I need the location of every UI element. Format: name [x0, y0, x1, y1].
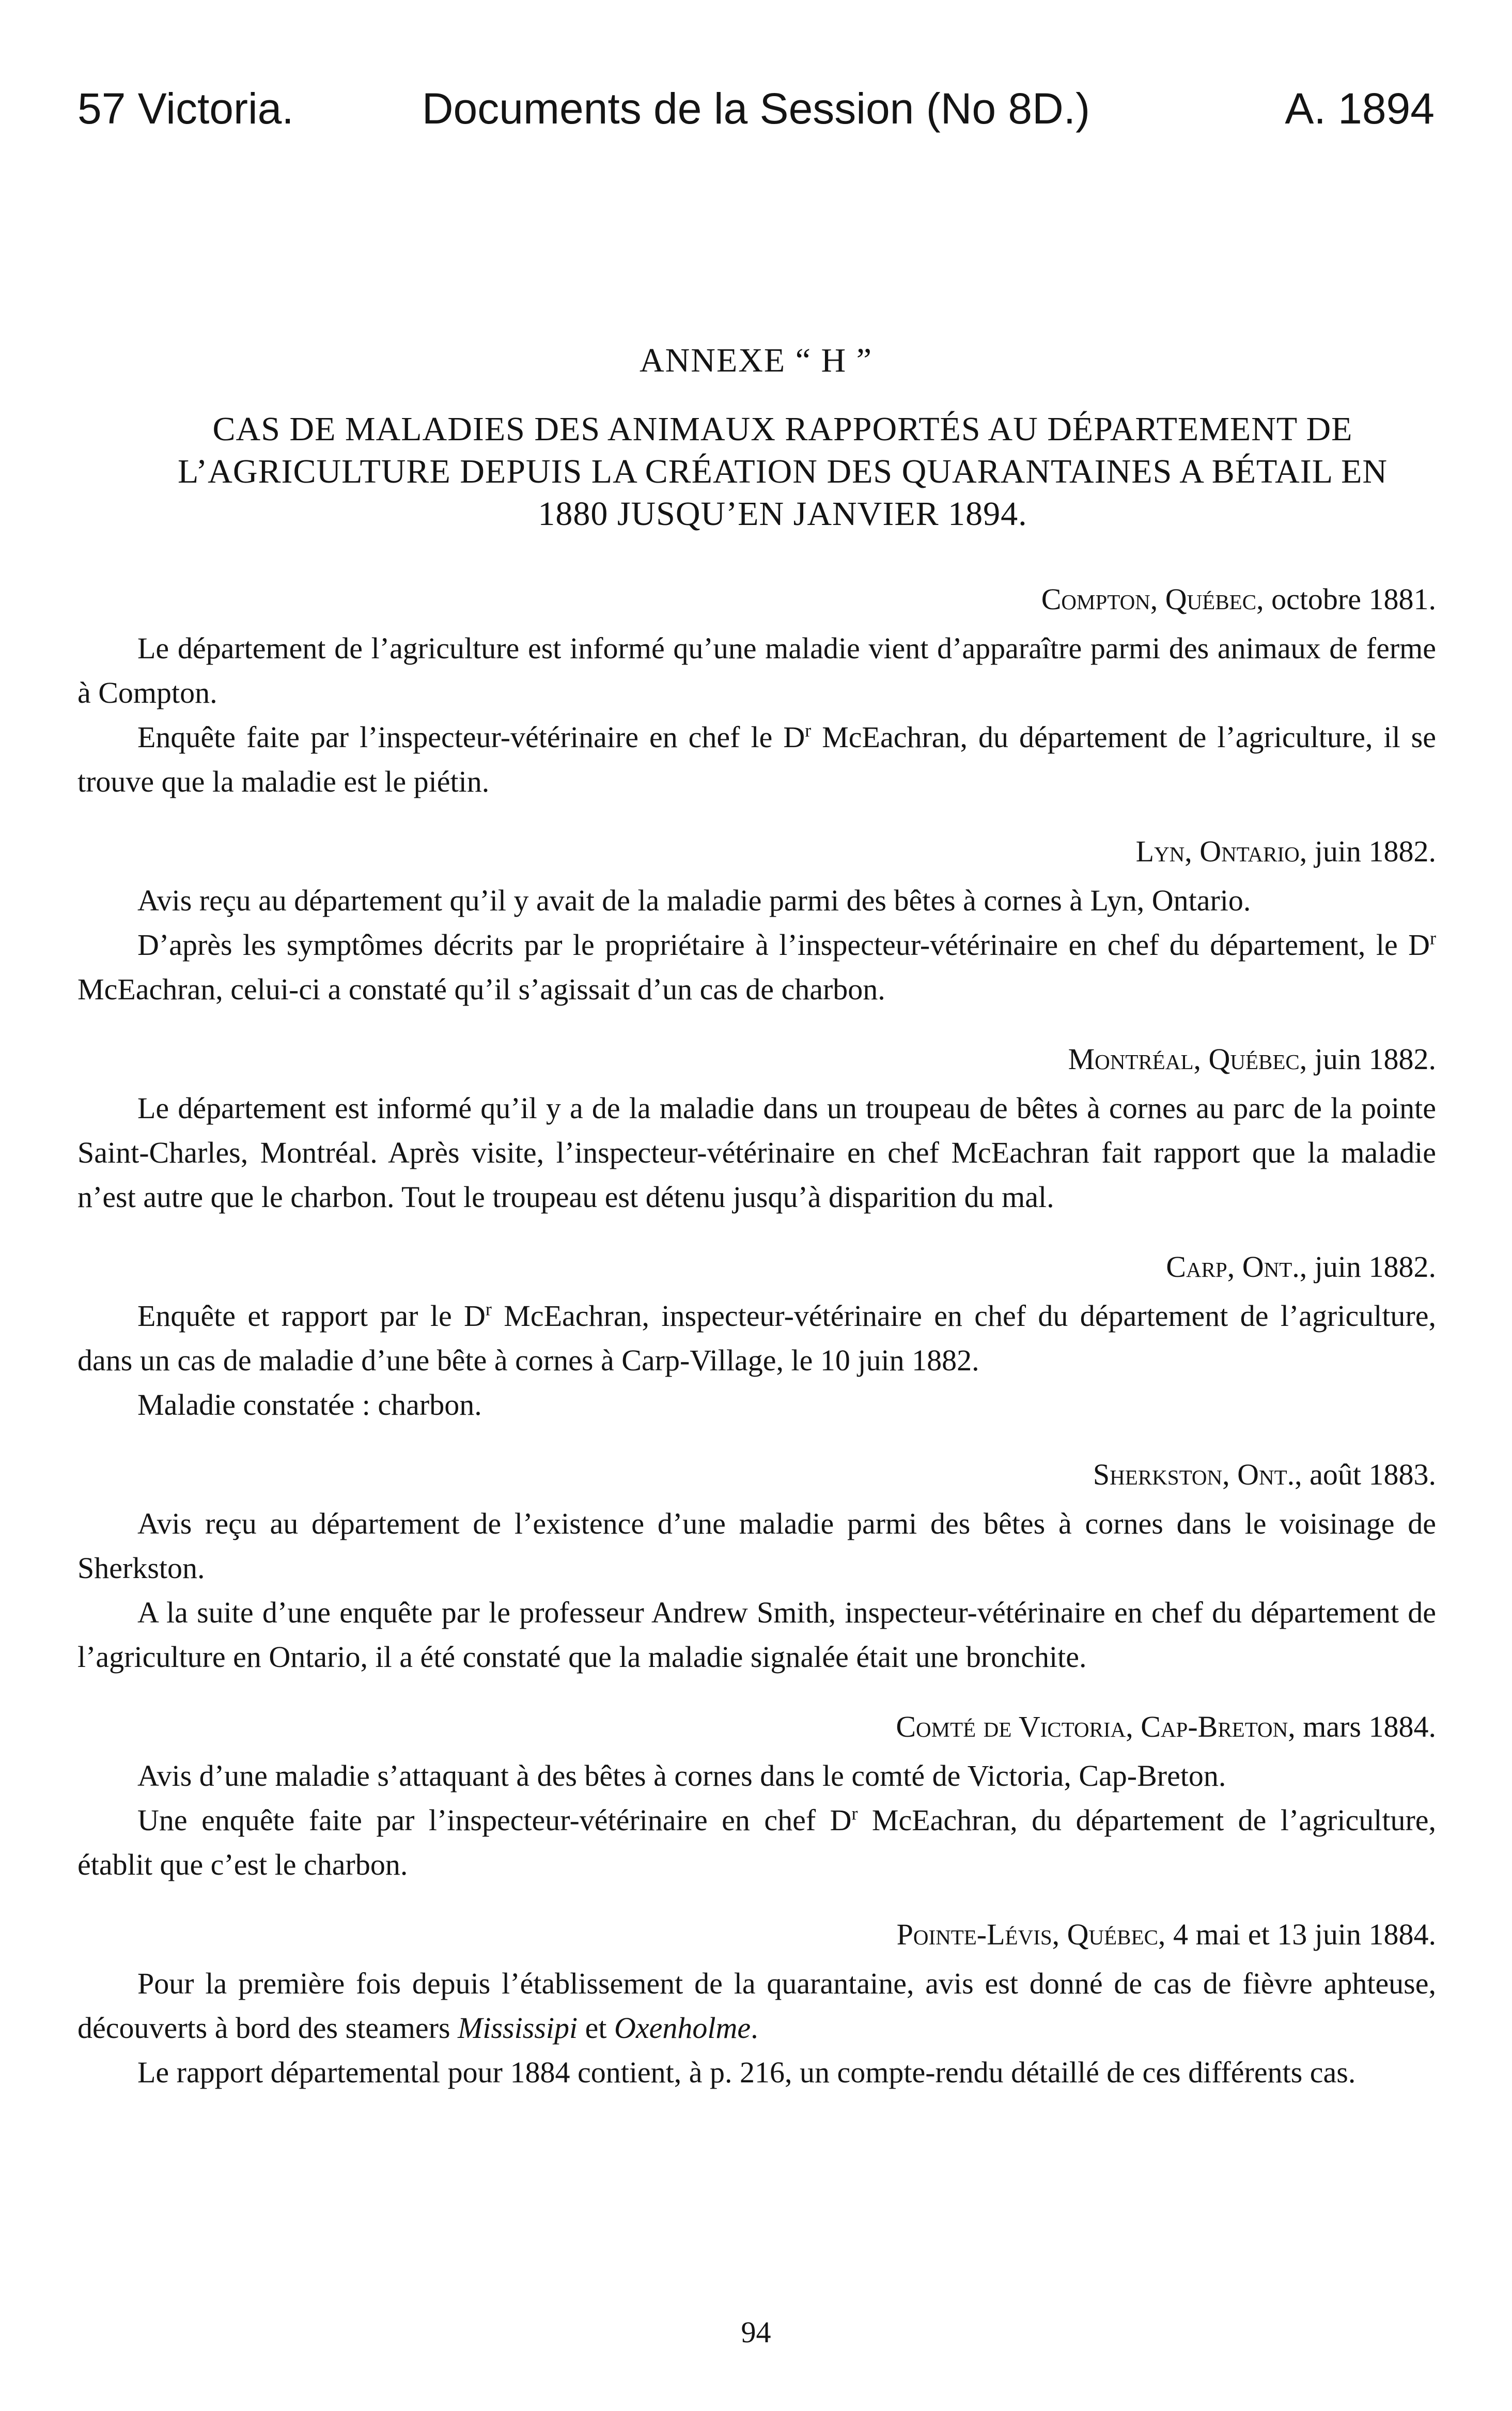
entry-carp [77, 1245, 1436, 1427]
entry-place: Compton, Québec, [1041, 582, 1264, 616]
entry-sherkston [77, 1453, 1436, 1679]
entry-heading [77, 830, 1436, 873]
body-text [77, 558, 1436, 2121]
ship-name: Oxenholme [614, 2011, 751, 2045]
superscript: r [851, 1803, 858, 1824]
superscript: r [805, 720, 812, 741]
entry-heading [77, 1038, 1436, 1081]
running-header [77, 72, 1435, 145]
superscript: r [485, 1299, 492, 1320]
annex-title: ANNEXE “ H ” [639, 342, 873, 379]
entry-heading [77, 1705, 1436, 1749]
entry-paragraph: Enquête et rapport par le $D^r$ McEachran, inspecteur-vétérinaire en chef du département de l’agriculture, dans un cas de maladie d’une bête à cornes à Carp-Village, le 10 juin 1882. [77, 1299, 1436, 1377]
header-left: 57 Victoria. [77, 84, 294, 133]
header-right: A. 1894 [1285, 84, 1435, 133]
main-title: CAS DE MALADIES DES ANIMAUX RAPPORTÉS AU DÉPARTEMENT DE L’AGRICULTURE DEPUIS LA CRÉATION DES QUARANTAINES A BÉTAIL EN 1880 JUSQU’EN JANVIER 1894. [177, 410, 1388, 533]
entry-compton [77, 578, 1436, 804]
entry-date: juin 1882. [1314, 834, 1436, 868]
entry-date: 4 mai et 13 juin 1884. [1173, 1918, 1436, 1951]
entry-place: Sherkston, Ont., [1093, 1458, 1302, 1491]
entry-paragraph: Avis reçu au département de l’existence d’une maladie parmi des bêtes à cornes dans le voisinage de Sherkston. [77, 1507, 1436, 1585]
page-number: 94 [741, 2315, 771, 2349]
entry-heading [77, 1245, 1436, 1289]
entry-date: juin 1882. [1314, 1250, 1436, 1284]
entry-paragraph: Avis reçu au département qu’il y avait de la maladie parmi des bêtes à cornes à Lyn, Ontario. [137, 884, 1251, 917]
entry-paragraph: Le département de l’agriculture est informé qu’une maladie vient d’apparaître parmi des animaux de ferme à Compton. [77, 631, 1436, 709]
entry-place: Carp, Ont., [1166, 1250, 1307, 1284]
entry-heading [77, 1913, 1436, 1956]
entry-heading [77, 1453, 1436, 1496]
entry-paragraph: D’après les symptômes décrits par le propriétaire à l’inspecteur-vétérinaire en chef du département, le $D^r$ McEachran, celui-ci a constaté qu’il s’agissait d’un cas de charbon. [77, 928, 1436, 1006]
entry-place: Montréal, Québec, [1068, 1042, 1307, 1076]
entry-heading [77, 578, 1436, 621]
entry-victoria [77, 1705, 1436, 1887]
entry-place: Comté de Victoria, Cap-Breton, [896, 1710, 1296, 1743]
entry-montreal [77, 1038, 1436, 1219]
entry-lyn [77, 830, 1436, 1012]
entry-pointe-levis [77, 1913, 1436, 2095]
entry-paragraph: Maladie constatée : charbon. [137, 1388, 482, 1421]
entry-place: Lyn, Ontario, [1135, 834, 1307, 868]
entry-paragraph: Le département est informé qu’il y a de la maladie dans un troupeau de bêtes à cornes au parc de la pointe Saint-Charles, Montréal. Après visite, l’inspecteur-vétérinaire en chef McEachran fait rapport que la maladie n’est autre que le charbon. Tout le troupeau est détenu jusqu’à disparition du mal. [77, 1091, 1436, 1214]
entry-paragraph: Une enquête faite par l’inspecteur-vétérinaire en chef $D^r$ McEachran, du département de l’agriculture, établit que c’est le charbon. [77, 1803, 1437, 1881]
entry-place: Pointe-Lévis, Québec, [896, 1918, 1166, 1951]
entry-date: octobre 1881. [1271, 582, 1436, 616]
entry-paragraph: A la suite d’une enquête par le professeur Andrew Smith, inspecteur-vétérinaire en chef du département de l’agriculture en Ontario, il a été constaté que la maladie signalée était une bronchite. [77, 1596, 1436, 1674]
entry-date: mars 1884. [1303, 1710, 1436, 1743]
entry-date: août 1883. [1310, 1458, 1436, 1491]
entry-paragraph: Enquête faite par l’inspecteur-vétérinaire en chef le $D^r$ McEachran, du département de l’agriculture, il se trouve que la maladie est le piétin. [77, 720, 1436, 798]
entry-paragraph: Pour la première fois depuis l’établissement de la quarantaine, avis est donné de cas de fièvre aphteuse, découverts à bord des steamers Mississipi et Oxenholme. [77, 1967, 1436, 2045]
entry-date: juin 1882. [1314, 1042, 1436, 1076]
ship-name: Mississipi [458, 2011, 578, 2045]
entry-paragraph: Le rapport départemental pour 1884 contient, à p. 216, un compte-rendu détaillé de ces différents cas. [137, 2055, 1356, 2089]
header-center: Documents de la Session (No 8D.) [422, 84, 1090, 133]
entry-paragraph: Avis d’une maladie s’attaquant à des bêtes à cornes dans le comté de Victoria, Cap-Breton. [137, 1759, 1226, 1792]
superscript: r [1430, 928, 1436, 949]
